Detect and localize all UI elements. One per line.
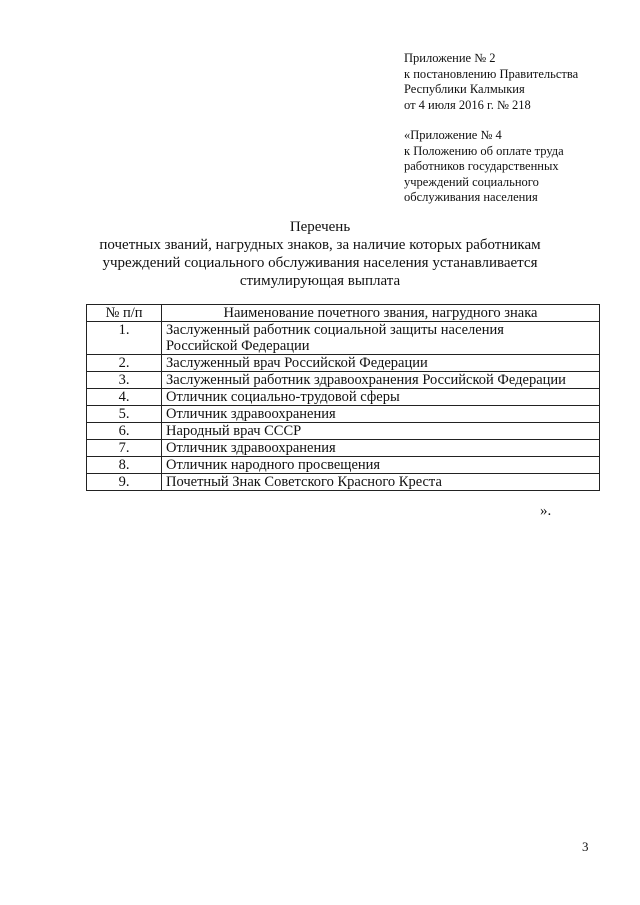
row-name: Отличник социально-трудовой сферы: [162, 389, 600, 406]
row-name-line: Заслуженный работник социальной защиты населения: [166, 322, 504, 338]
title-line: Перечень: [289, 219, 351, 235]
row-number: 4.: [87, 389, 162, 406]
row-name-line: Российской Федерации: [166, 338, 310, 354]
appendix-inner-line: работников государственных: [404, 159, 559, 173]
title-line: стимулирующая выплата: [239, 273, 401, 289]
row-name: Заслуженный врач Российской Федерации: [162, 355, 600, 372]
table-row: [87, 406, 600, 423]
column-header-name: Наименование почетного звания, нагрудного знака: [162, 305, 600, 322]
row-name: Народный врач СССР: [162, 423, 600, 440]
appendix-inner-line: учреждений социального: [404, 174, 539, 189]
page-number: 3: [582, 839, 589, 854]
awards-table: [86, 304, 600, 491]
row-number: 1.: [87, 322, 162, 355]
row-name: Отличник народного просвещения: [162, 457, 600, 474]
document-title: [0, 218, 640, 290]
appendix-header: [404, 51, 578, 113]
row-number: 7.: [87, 440, 162, 457]
table-row: [87, 474, 600, 491]
appendix-line: Республики Калмыкия: [404, 82, 525, 96]
row-number: 3.: [87, 372, 162, 389]
appendix-inner-line: «Приложение № 4: [404, 128, 502, 142]
title-line: учреждений социального обслуживания населения устанавливается: [102, 255, 538, 271]
row-number: 2.: [87, 355, 162, 372]
table-row: [87, 355, 600, 372]
appendix-line: от 4 июля 2016 г. № 218: [404, 97, 531, 112]
row-name: Отличник здравоохранения: [162, 406, 600, 423]
closing-quote-mark: ».: [540, 503, 552, 519]
appendix-line: к постановлению Правительства: [404, 66, 579, 81]
row-number: 8.: [87, 457, 162, 474]
table-header-row: [87, 305, 600, 322]
appendix-inner-header: [404, 128, 564, 206]
table-row: [87, 322, 600, 355]
table-row: [87, 423, 600, 440]
row-number: 9.: [87, 474, 162, 491]
row-name: Почетный Знак Советского Красного Креста: [162, 474, 600, 491]
row-number: 5.: [87, 406, 162, 423]
appendix-line: Приложение № 2: [404, 51, 496, 65]
appendix-inner-line: к Положению об оплате труда: [404, 143, 564, 158]
row-number: 6.: [87, 423, 162, 440]
column-header-number: № п/п: [87, 305, 162, 322]
table-row: [87, 389, 600, 406]
table-row: [87, 457, 600, 474]
row-name: [162, 322, 600, 355]
row-name: Заслуженный работник здравоохранения Российской Федерации: [162, 372, 600, 389]
title-line: почетных званий, нагрудных знаков, за наличие которых работникам: [99, 237, 541, 253]
row-name: Отличник здравоохранения: [162, 440, 600, 457]
table-row: [87, 440, 600, 457]
table-row: [87, 372, 600, 389]
appendix-inner-line: обслуживания населения: [404, 190, 538, 204]
